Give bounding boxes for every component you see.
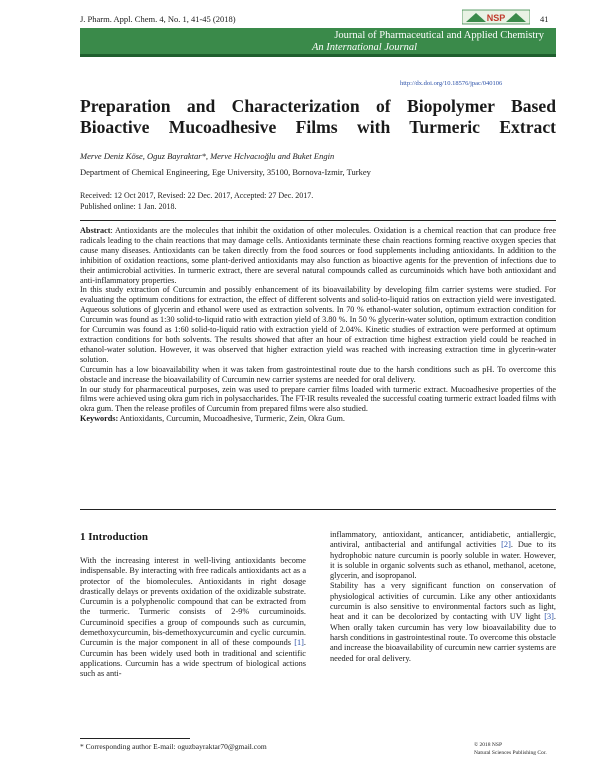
body-paragraph: [80, 556, 306, 680]
body-column-left: [80, 556, 306, 680]
abstract-bottom-rule: [80, 509, 556, 510]
citation-link[interactable]: [3]: [544, 612, 554, 622]
citation-link[interactable]: [2]: [501, 540, 511, 550]
body-paragraph: [330, 530, 556, 581]
body-text: Stability has a very significant function on conservation of physiological activities of curcumin. Like any other antioxidants curcumin is also sensitive to environmental factors such as light, heat and it can be decolorized by contacting with UV light: [330, 581, 556, 622]
title-line-1: Preparation and Characterization of Biopolymer Based: [80, 96, 556, 116]
journal-banner: [80, 28, 556, 54]
body-text: . Due to its hydrophobic nature curcumin is poorly soluble in water. However, it is soluble in organic solvents such as ethanol, methanol, acetone, glycerin, and isopropanol.: [330, 540, 556, 581]
affiliation: Department of Chemical Engineering, Ege University, 35100, Bornova-Izmir, Turkey: [80, 167, 371, 177]
logo-text: NSP: [486, 13, 506, 23]
section-heading-introduction: 1 Introduction: [80, 531, 148, 543]
body-column-right: [330, 530, 556, 664]
abstract-paragraph: Curcumin has a low bioavailability when it was taken from gastrointestinal route due to the harsh conditions such as pH. To overcome this obstacle and increase the bioavailability of Curcumin new carrier systems are needed for oral delivery.: [80, 364, 556, 384]
title-line-2: Bioactive Mucoadhesive Films with Turmeric Extract: [80, 117, 556, 137]
article-title: [80, 96, 556, 138]
page-number: 41: [540, 14, 549, 24]
keywords-text: Antioxidants, Curcumin, Mucoadhesive, Turmeric, Zein, Okra Gum.: [118, 414, 345, 424]
body-text: . Curcumin has been widely used both in traditional and scientific applications. Curcumin has a wide spectrum of biological actions such as anti-: [80, 638, 306, 679]
corresponding-author-note: * Corresponding author E-mail: oguzbayraktar70@gmail.com: [80, 742, 267, 751]
journal-reference: J. Pharm. Appl. Chem. 4, No. 1, 41-45 (2018): [80, 14, 236, 24]
body-text: inflammatory, antioxidant, anticancer, antidiabetic, antiallergic, antiviral, antibacterial and antifungal activities: [330, 530, 556, 550]
doi-link[interactable]: http://dx.doi.org/10.18576/jpac/040106: [400, 80, 503, 87]
banner-divider: [80, 54, 556, 57]
abstract-paragraph: In this study extraction of Curcumin and possibly enhancement of its bioavailability by developing film carrier systems were studied. For evaluating the optimum conditions for extraction, the effect of different solvents and solid-to-liquid ratios on extraction yield were investigated. Aqueous solutions of glycerin and ethanol were used as extraction solvents. In 70 % ethanol-water solution, optimum extraction condition for Curcumin was found as 1:30 solid-to-liquid ratio with extraction yield of 3.80 %. In 50 % glycerin-water solution, optimum extraction condition for Curcumin was found as 1:60 solid-to-liquid ratio with extraction yield of 2.04%. Kinetic studies of extraction were performed at optimum extraction conditions for both solvents. The results showed that after an hour of extraction time highest extraction yield could be reached in ethanol-water solution. However, it was observed that higher extraction yield was reached with increasing extraction time in glycerin-water solution.: [80, 285, 556, 364]
copyright-notice: [474, 741, 547, 757]
nsp-logo-icon: [462, 9, 530, 25]
citation-link[interactable]: [1]: [294, 638, 304, 648]
body-text: . When orally taken curcumin has very low bioavailability due to harsh conditions in gastrointestinal route. To overcome this obstacle and increase the bioavailability of curcumin new carrier systems are needed for oral delivery.: [330, 612, 556, 663]
abstract-paragraph: In our study for pharmaceutical purposes, zein was used to prepare carrier films loaded with turmeric extract. Mucoadhesive properties of the films were achieved using okra gum rich in polysaccharides. The FT-IR results revealed the successful coating turmeric extract loaded films with okra gum. Then the release profiles of Curcumin from prepared films were also studied.: [80, 384, 556, 414]
keywords-label: Keywords:: [80, 414, 119, 424]
published-date: Published online: 1 Jan. 2018.: [80, 202, 177, 211]
abstract-label: Abstract: [80, 226, 111, 235]
publication-dates: [80, 190, 313, 212]
publisher-logo: [462, 9, 530, 25]
author-list: Merve Deniz Köse, Oguz Bayraktar*, Merve Hclvacıoğlu and Buket Engin: [80, 151, 335, 161]
review-dates: Received: 12 Oct 2017, Revised: 22 Dec. 2017, Accepted: 27 Dec. 2017.: [80, 191, 314, 200]
copyright-text: © 2018 NSP: [474, 742, 503, 748]
abstract-text-1: : Antioxidants are the molecules that inhibit the oxidation of other molecules. Oxidation is a chemical reaction that can produce free radicals leading to the chain reactions that may damage cells. Antioxidants terminate these chain reactions forming reactive oxygen species that cause many diseases. Antioxidants can be taken directly from the food sources or food supplements including antioxidants. In addition to the inhibition of oxidation reactions, some plant-derived antioxidants may also function as bioactive agents for the prevention of infections due to their antimicrobial activities. In turmeric extract, there are several natural compounds called as curcuminoids which have both antioxidant and anti-inflammatory properties.: [80, 226, 556, 285]
body-text: With the increasing interest in well-living antioxidants become indispensable. By interacting with free radicals antioxidants act as a protector of the biomolecules. Antioxidants in right dosage drastically delays or prevents oxidation of the oxidizable substrate. Curcumin is a polyphenolic compound that can be extracted from the turmeric. Turmeric consists of 2-9% curcuminoids. Curcuminoid specifies a group of compounds such as curcumin, demethoxycurcumin, bis-demethoxycurcumin and cyclic curcumin. Curcumin is the major component in all of these compounds: [80, 556, 306, 648]
footnote-rule: [80, 738, 190, 739]
abstract-top-rule: [80, 220, 556, 221]
journal-subtitle: An International Journal: [312, 42, 417, 53]
body-paragraph: [330, 581, 556, 663]
abstract-paragraph: [80, 226, 556, 285]
publisher-name: Natural Sciences Publishing Cor.: [474, 750, 547, 756]
journal-name: Journal of Pharmaceutical and Applied Chemistry: [334, 30, 544, 41]
keywords: [80, 414, 556, 424]
abstract: [80, 226, 556, 424]
